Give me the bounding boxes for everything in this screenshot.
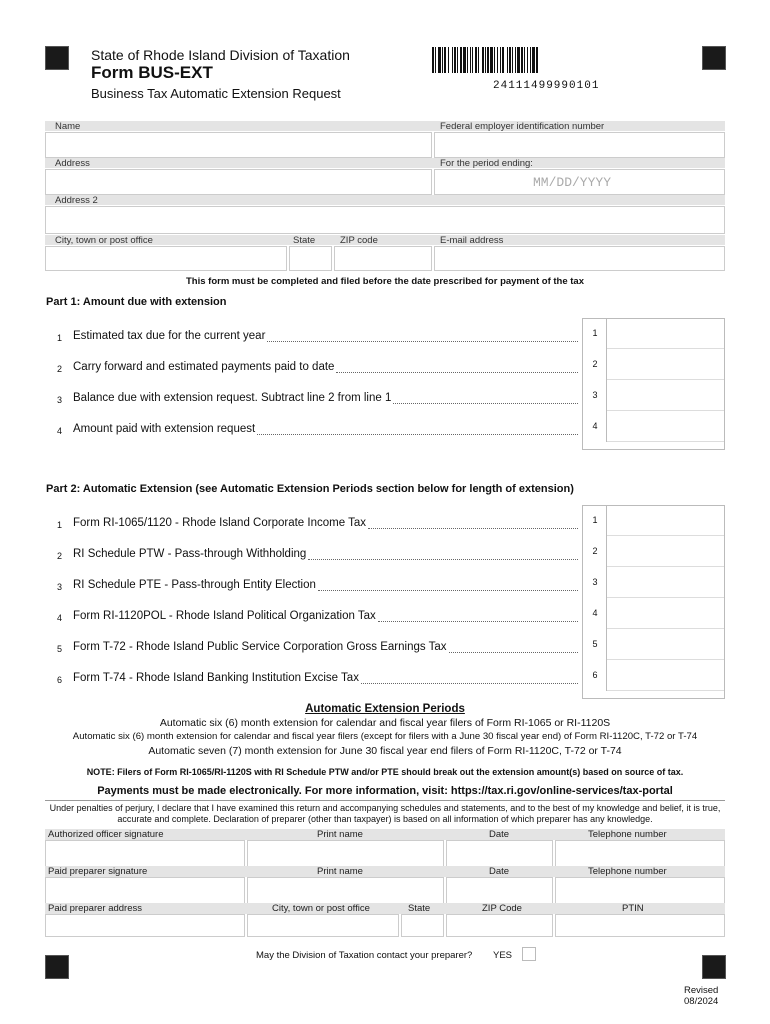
preparer-state-label: State xyxy=(408,903,431,914)
address2-label: Address 2 xyxy=(55,195,98,206)
part2-title: Part 2: Automatic Extension (see Automatic Extension Periods section below for length of extension) xyxy=(46,483,574,495)
preparer-zip-label: ZIP Code xyxy=(482,903,522,914)
zip-input[interactable] xyxy=(334,246,432,271)
leader-dots xyxy=(267,341,578,342)
line-description: RI Schedule PTE - Pass-through Entity Election xyxy=(73,579,316,591)
form-title: Form BUS-EXT xyxy=(91,63,213,82)
line-box-number: 3 xyxy=(584,567,607,598)
preparer-signature-label: Paid preparer signature xyxy=(48,866,148,877)
line-number: 4 xyxy=(57,613,63,623)
amount-input[interactable] xyxy=(607,599,724,629)
line-description: Balance due with extension request. Subtract line 2 from line 1 xyxy=(73,392,392,404)
registration-mark xyxy=(45,955,69,979)
amount-input[interactable] xyxy=(607,412,724,442)
periods-line-3: Automatic seven (7) month extension for June 30 fiscal year end filers of Form RI-1120C, T-72 or T-74 xyxy=(148,745,622,757)
officer-signature-input[interactable] xyxy=(45,840,245,867)
line-description: Carry forward and estimated payments paid to date xyxy=(73,361,335,373)
contact-yes-checkbox[interactable] xyxy=(522,947,536,961)
line-description: Estimated tax due for the current year xyxy=(73,330,266,342)
contact-yes-label: YES xyxy=(493,950,513,961)
barcode-bar xyxy=(538,47,539,73)
registration-mark xyxy=(702,46,726,70)
telephone-label: Telephone number xyxy=(588,829,667,840)
registration-mark xyxy=(702,955,726,979)
line-box-number: 1 xyxy=(584,318,607,349)
officer-print-name-input[interactable] xyxy=(247,840,444,867)
leader-dots xyxy=(393,403,578,404)
zip-label: ZIP code xyxy=(340,235,378,246)
address-label: Address xyxy=(55,158,90,169)
state-input[interactable] xyxy=(289,246,332,271)
line-number: 6 xyxy=(57,675,63,685)
leader-dots xyxy=(361,683,578,684)
amount-input[interactable] xyxy=(607,630,724,660)
periods-line-2: Automatic six (6) month extension for calendar and fiscal year filers (except for filers with a June 30 fiscal year end) of Form RI-1120C, T-72 or T-74 xyxy=(72,731,698,742)
preparer-print-name-label: Print name xyxy=(317,866,363,877)
leader-dots xyxy=(449,652,579,653)
line-description: RI Schedule PTW - Pass-through Withholding xyxy=(73,548,307,560)
email-input[interactable] xyxy=(434,246,725,271)
officer-telephone-input[interactable] xyxy=(555,840,725,867)
preparer-ptin-input[interactable] xyxy=(555,914,725,937)
revised-date: 08/2024 xyxy=(684,996,719,1007)
period-ending-input[interactable] xyxy=(434,169,725,195)
amount-input[interactable] xyxy=(607,537,724,567)
line-description: Form RI-1065/1120 - Rhode Island Corporate Income Tax xyxy=(73,517,366,529)
fein-input[interactable] xyxy=(434,132,725,158)
leader-dots xyxy=(378,621,578,622)
preparer-print-name-input[interactable] xyxy=(247,877,444,904)
leader-dots xyxy=(368,528,578,529)
city-input[interactable] xyxy=(45,246,287,271)
line-box-number: 2 xyxy=(584,536,607,567)
line-description: Amount paid with extension request xyxy=(73,423,256,435)
period-placeholder: MM/DD/YYYY xyxy=(533,175,612,190)
preparer-telephone-label: Telephone number xyxy=(588,866,667,877)
print-name-label: Print name xyxy=(317,829,363,840)
line-number: 1 xyxy=(57,520,63,530)
amount-input[interactable] xyxy=(607,319,724,349)
line-box-number: 6 xyxy=(584,660,607,691)
leader-dots xyxy=(308,559,578,560)
line-box-number: 1 xyxy=(584,505,607,536)
leader-dots xyxy=(318,590,578,591)
preparer-date-label: Date xyxy=(489,866,510,877)
amount-input[interactable] xyxy=(607,661,724,691)
preparer-telephone-input[interactable] xyxy=(555,877,725,904)
period-label: For the period ending: xyxy=(440,158,533,169)
registration-mark xyxy=(45,46,69,70)
preparer-address-label: Paid preparer address xyxy=(48,903,142,914)
line-description: Form RI-1120POL - Rhode Island Political Organization Tax xyxy=(73,610,376,622)
address2-input[interactable] xyxy=(45,206,725,234)
barcode xyxy=(432,47,672,73)
amount-input[interactable] xyxy=(607,350,724,380)
line-box-number: 2 xyxy=(584,349,607,380)
preparer-zip-input[interactable] xyxy=(446,914,553,937)
line-box-number: 4 xyxy=(584,411,607,442)
line-number: 3 xyxy=(57,582,63,592)
form-subtitle: Business Tax Automatic Extension Request xyxy=(91,86,341,101)
address-input[interactable] xyxy=(45,169,432,195)
amount-input[interactable] xyxy=(607,381,724,411)
state-label: State xyxy=(293,235,316,246)
line-number: 2 xyxy=(57,551,63,561)
deadline-note: This form must be completed and filed before the date prescribed for payment of the tax xyxy=(185,276,584,287)
name-label: Name xyxy=(55,121,81,132)
officer-date-input[interactable] xyxy=(446,840,553,867)
name-input[interactable] xyxy=(45,132,432,158)
preparer-address-input[interactable] xyxy=(45,914,245,937)
line-box-number: 3 xyxy=(584,380,607,411)
preparer-signature-input[interactable] xyxy=(45,877,245,904)
line-number: 1 xyxy=(57,333,63,343)
date-label: Date xyxy=(489,829,510,840)
line-number: 2 xyxy=(57,364,63,374)
line-number: 3 xyxy=(57,395,63,405)
preparer-state-input[interactable] xyxy=(401,914,444,937)
line-box-number: 4 xyxy=(584,598,607,629)
city-label: City, town or post office xyxy=(55,235,153,246)
leader-dots xyxy=(336,372,578,373)
fein-label: Federal employer identification number xyxy=(440,121,605,132)
barcode-number: 24111499990101 xyxy=(493,80,600,92)
periods-title: Automatic Extension Periods xyxy=(305,703,465,715)
preparer-city-input[interactable] xyxy=(247,914,399,937)
line-description: Form T-74 - Rhode Island Banking Institution Excise Tax xyxy=(73,672,359,684)
officer-signature-label: Authorized officer signature xyxy=(48,829,164,840)
email-label: E-mail address xyxy=(440,235,504,246)
agency-name: State of Rhode Island Division of Taxation xyxy=(91,47,350,63)
amount-input[interactable] xyxy=(607,506,724,536)
line-number: 4 xyxy=(57,426,63,436)
leader-dots xyxy=(257,434,578,435)
payment-note: Payments must be made electronically. For more information, visit: https://tax.ri.gov/online-services/tax-portal xyxy=(97,785,673,797)
revised-label: Revised xyxy=(684,985,719,996)
preparer-date-input[interactable] xyxy=(446,877,553,904)
periods-line-1: Automatic six (6) month extension for calendar and fiscal year filers of Form RI-1065 or RI-1120S xyxy=(159,717,611,729)
part1-title: Part 1: Amount due with extension xyxy=(46,296,227,308)
line-box-number: 5 xyxy=(584,629,607,660)
ptin-label: PTIN xyxy=(622,903,644,914)
contact-question: May the Division of Taxation contact your preparer? xyxy=(256,950,473,961)
preparer-city-label: City, town or post office xyxy=(272,903,370,914)
amount-input[interactable] xyxy=(607,568,724,598)
perjury-statement: Under penalties of perjury, I declare that I have examined this return and accompanying schedules and statements, and to the best of my knowledge and belief, it is true, accurate and complete. Declaration of preparer (other than taxpayer) is based on all information of which preparer has any knowledge. xyxy=(49,803,721,824)
line-description: Form T-72 - Rhode Island Public Service Corporation Gross Earnings Tax xyxy=(73,641,447,653)
line-number: 5 xyxy=(57,644,63,654)
ptw-note: NOTE: Filers of Form RI-1065/RI-1120S with RI Schedule PTW and/or PTE should break out the extension amount(s) based on source of tax. xyxy=(86,767,684,777)
